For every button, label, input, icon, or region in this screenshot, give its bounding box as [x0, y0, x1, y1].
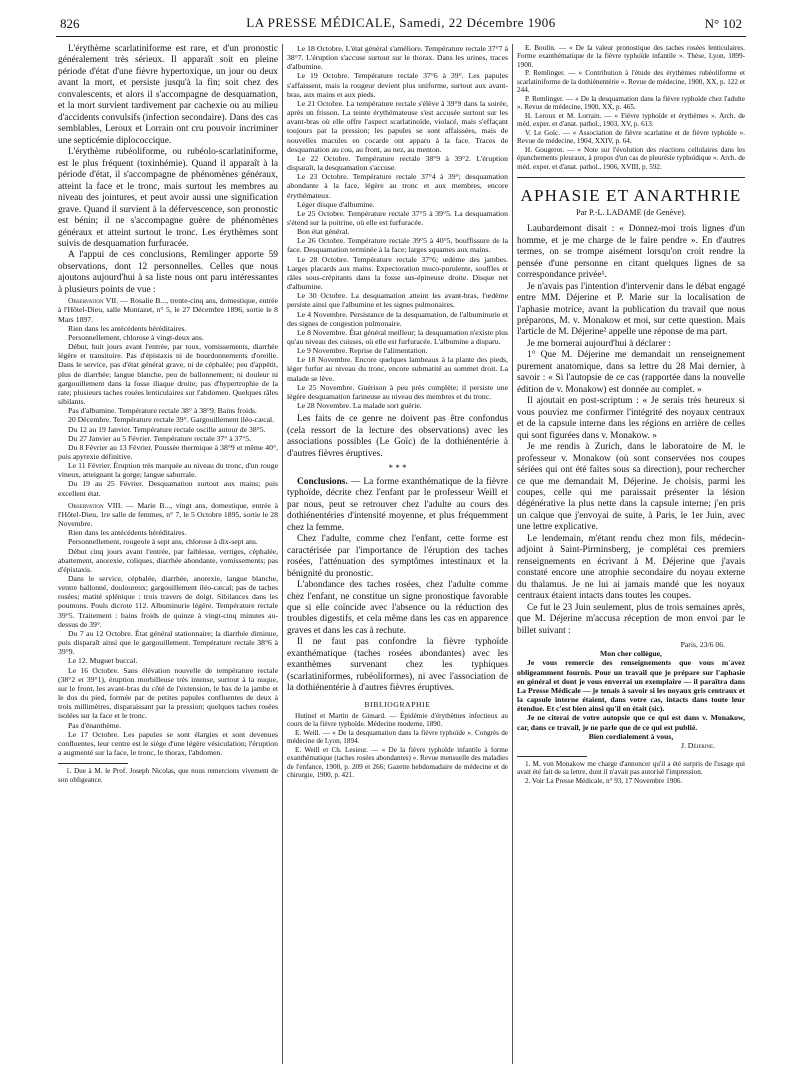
bibliography-entry: P. Remlinger. — « De la desquamation dans la fièvre typhoïde chez l'adulte ». Revue de médecine, 1900, XX, p. 465.	[517, 94, 745, 112]
bibliography-entry: Hutinel et Martin de Gimard. — Épidémie d'érythèmes infectieux au cours de la fièvre typhoïde. Médecine moderne, 1890.	[287, 711, 508, 729]
footnote: 2. Voir La Presse Médicale, n° 93, 17 Novembre 1906.	[525, 776, 683, 785]
observation-line: Le 16 Octobre. Sans élévation nouvelle de température rectale (38°2 et 39°1), éruption morbilleuse très intense, surtout à la nuque, sur le front, les avant-bras du côté de l'extension, le bas de la jambe et le dos du pied, formée par de petites papules confluentes de deux à trois millimètres, disparaissant par la pression; quelques taches rosées isolées sur la face et le tronc.	[58, 665, 278, 721]
column-2	[287, 44, 508, 780]
bibliography-heading: BIBLIOGRAPHIE	[364, 699, 431, 709]
observation-line: Personnellement, rougeole à sept ans, chlorose à dix-sept ans.	[68, 537, 258, 547]
conclusions-paragraph: Conclusions. — La forme exanthématique de la fièvre typhoïde, décrite chez l'enfant par le professeur Weill et par nous, peut se retrouver chez l'adulte au cours des dothiénentéries d'intensité moyenne, et plus fréquemment chez la femme.	[287, 476, 508, 533]
article-byline: Par P.-L. LADAME (de Genève).	[576, 208, 686, 218]
paragraph: Je n'avais pas l'intention d'intervenir dans le débat engagé entre MM. Déjerine et P. Marie sur la localisation de l'aphasie motrice, avant la publication du travail que nous préparons, M. v. Monakow et moi, sur cette question. Mais l'article de M. Déjerine² appelle une réponse de ma part.	[517, 281, 745, 338]
observation-line: Début, huit jours avant l'entrée, par toux, vomissements, diarrhée légère et transitoire. Pas d'épistaxis ni de bourdonnements d'oreille. Dans le service, pas d'état général grave, ni de céphalée; peu d'appétit, plus de diarrhée; langue blanche, peu de ballonnement; ni douleur ni gargouillement dans la fosse iliaque droite; pas d'hypertrophie de la rate; plusieurs taches rosées lenticulaires sur l'abdomen. Quelques râles sibilants.	[58, 342, 278, 407]
observation-line: Le 25 Octobre. Température rectale 37°5 à 39°5. La desquamation s'étend sur la poitrine, où elle est furfuracée.	[287, 208, 508, 227]
letter-date: Paris, 23/6 06.	[680, 640, 725, 650]
issue-number: N° 102	[704, 16, 742, 31]
journal-title: LA PRESSE MÉDICALE, Samedi, 22 Décembre 1906	[246, 15, 556, 30]
section-break-stars: * * *	[388, 463, 407, 474]
observation-line: Le 23 Octobre. Température rectale 37°4 à 39°; desquamation abondante à la face, légère au tronc et aux membres, encore érythémateux.	[287, 172, 508, 200]
footnote: 1. Due à M. le Prof. Joseph Nicolas, que nous remercions vivement de son obligeance.	[58, 767, 278, 784]
footnote-rule	[517, 756, 587, 757]
letter-paragraph: Je ne citerai de votre autopsie que ce qui est dans v. Monakow, car, dans ce travail, je ne parle que de ce qui est publié.	[517, 713, 745, 732]
observation-line: Léger disque d'albumine.	[297, 199, 375, 209]
observation-line: Début cinq jours avant l'entrée, par faiblesse, vertiges, céphalée, abattement, anorexie, coliques, diarrhée abondante, vomissements; pas d'épistaxis.	[58, 546, 278, 574]
observation-line: Le 9 Novembre. Reprise de l'alimentation.	[297, 346, 428, 356]
section-rule	[517, 177, 745, 178]
footnote-rule	[58, 763, 128, 764]
paragraph: Chez l'adulte, comme chez l'enfant, cette forme est caractérisée par l'importance de l'éruption des taches rosées, l'atténuation des symptômes intestinaux et la bénignité du pronostic.	[287, 534, 508, 579]
article-title: APHASIE ET ANARTHRIE	[520, 186, 742, 206]
observation-7-intro: Observation VII. — Rosalie B..., trente-cinq ans, domestique, entrée à l'Hôtel-Dieu, salle Montazet, n° 5, le 27 Décembre 1896, sortie le 8 Mars 1897.	[58, 296, 278, 324]
letter-closing: Bien cordialement à vous,	[588, 731, 674, 741]
bibliography-entry: E. Weill et Ch. Lesieur. — « De la fièvre typhoïde infantile à forme exanthématique (taches rosées abondantes) ». Revue mensuelle des maladies de l'enfance, 1900, p. 209 et 266; Gazette hebdomadaire de médecine et de chirurgie, 1900, p. 421.	[287, 745, 508, 780]
observation-line: Le 19 Octobre. Température rectale 37°6 à 39°. Les papules s'affaissent, mais la rougeur devient plus uniforme, surtout aux avant-bras, aux mains et aux pieds.	[287, 71, 508, 99]
letter-paragraph: Je vous remercie des renseignements que vous m'avez obligeamment fournis. Pour un travail que je prépare sur l'aphasie en général et dont je vous enverrai un exemplaire — il paraîtra dans La Presse Médicale — je tenais à savoir si les noyaux gris centraux et la capsule interne étaient, dans votre cas, intacts dans toute leur étendue. Et c'est bien ainsi qu'il en était (sic).	[517, 658, 745, 714]
observation-line: Le 28 Novembre. La malade sort guérie.	[297, 401, 422, 411]
observation-line: Le 30 Octobre. La desquamation atteint les avant-bras, l'œdème persiste ainsi que l'albumine et les signes pulmonaires.	[287, 291, 508, 310]
observation-line: Le 21 Octobre. La température rectale s'élève à 39°9 dans la soirée, après un frisson. La teinte érythémateuse s'est accusée surtout sur les avant-bras où elle offre l'aspect scarlatinoïde, violacé, mais s'effaçant toujours par la pression; les papules se sont affaissées, mais de nouvelles macules en cocarde ont apparu à la face. Traces de desquamation au cou, au front, au nez, au menton.	[287, 98, 508, 154]
observation-line: Le 17 Octobre. Les papules se sont élargies et sont devenues confluentes, leur centre est le siège d'une légère vésiculation; l'éruption a augmenté sur la face, le tronc, le thorax, l'abdomen.	[58, 729, 278, 757]
observation-line: Rien dans les antécédents héréditaires.	[68, 528, 187, 538]
observation-line: Pas d'énanthème.	[68, 720, 122, 730]
observation-title: Observation VII.	[68, 296, 119, 306]
paragraph: 1° Que M. Déjerine me demandait un renseignement purement anatomique, dans sa lettre du 28 Mai dernier, à savoir : « Si l'autopsie de ce cas (rapportée dans la nouvelle édition de v. Monakow) est donnée au complet. »	[517, 350, 745, 395]
observation-line: Le 22 Octobre. Température rectale 38°9 à 39°2. L'éruption disparaît, la desquamation s'accuse.	[287, 153, 508, 173]
paragraph: Il ne faut pas confondre la fièvre typhoïde exanthématique (taches rosées abondantes) avec les exanthèmes survenant chez les typhiques (scarlatiniformes, rubéoliformes), ni avec l'association de la dothiénentérie à d'autres fièvres éruptives.	[287, 637, 508, 694]
paragraph: Laubardemont disait : « Donnez-moi trois lignes d'un homme, et je me charge de le faire pendre ». En d'autres termes, on se trompe aisément lorsqu'on croit rendre la pensée d'une personne en citant quelques lignes de sa correspondance privée¹.	[517, 224, 745, 281]
observation-line: Le 11 Février. Éruption très marquée au niveau du tronc, d'un rouge vineux, atteignant la gorge; langue saburrale.	[58, 461, 278, 480]
column-3	[517, 44, 745, 785]
observation-line: Le 18 Octobre. L'état général s'améliore. Température rectale 37°7 à 38°7. L'éruption s'accuse surtout sur le thorax. Dans les urines, traces d'albumine.	[287, 44, 508, 72]
observation-line: Du 19 au 25 Février. Desquamation surtout aux mains; puis excellent état.	[58, 479, 278, 498]
observation-line: Le 18 Novembre. Encore quelques lambeaux à la plante des pieds, léger furfur au niveau du tronc, encore submatité au sommet droit. La malade se lève.	[287, 355, 508, 383]
observation-line: Le 8 Novembre. État général meilleur; la desquamation n'existe plus qu'au niveau des cuisses, où elle est furfuracée. L'albumine a disparu.	[287, 327, 508, 346]
observation-line: Du 12 au 19 Janvier. Température rectale oscille autour de 38°5.	[68, 424, 266, 434]
letter-salutation: Mon cher collègue,	[600, 649, 662, 659]
observation-line: Du 7 au 12 Octobre. État général stationnaire; la diarrhée diminue, puis disparaît ainsi que le gargouillement. Température rectale 38°6 à 39°9.	[58, 628, 278, 657]
observation-line: 20 Décembre. Température rectale 39°. Gargouillement iléo-cæcal.	[68, 415, 275, 425]
observation-title: Observation VIII.	[68, 500, 123, 510]
paragraph: Le lendemain, m'étant rendu chez mon fils, médecin-adjoint à Saint-Pirminsberg, je complétai ces premiers renseignements en écrivant à M. Déjerine que j'avais constaté encore une atrophie secondaire du noyau externe du thalamus. Je ne lui ai jamais mandé que les noyaux centraux étaient intacts dans toutes les coupes.	[517, 533, 745, 602]
paragraph: L'érythème rubéoliforme, ou rubéolo-scarlatiniforme, est le plus fréquent (toxinhémie). Quand il apparaît à la période d'état, il s'accompagne de phénomènes généraux, atteint la face et le tronc, mais surtout les membres au niveau des jointures, et peut avoir aussi une signification grave. Quand il survient à la défervescence, son pronostic est bénin; il ne s'accompagne guère de phénomènes généraux et atteint surtout le tronc. Les érythèmes sont suivis de desquamation furfuracée.	[58, 147, 278, 249]
paragraph: A l'appui de ces conclusions, Remlinger apporte 59 observations, dont 12 personnelles. Celles que nous ajoutons aujourd'hui à sa liste nous ont paru intéressantes à plusieurs points de vue :	[58, 250, 278, 295]
column-divider	[282, 44, 283, 1064]
observation-line: Dans le service, céphalée, diarrhée, anorexie, langue blanche, ventre ballonné, douloureux; gargouillement iléo-cæcal; pas de taches rosées; matité splénique : trois travers de doigt. Sibilances dans les poumons. Pouls dicrote 112. Albuminurie légère. Température rectale 39°5. Traitement : bains froids de quinze à vingt-cinq minutes au-dessus de 39°.	[58, 574, 278, 629]
paragraph: Je me rendis à Zurich, dans le laboratoire de M. le professeur v. Monakow (où sont conservées nos coupes sériées qui ont été faites sous sa direction), pour rechercher ce que me demandait M. Déjerine. Je choisis, parmi les coupes, celle qui me paraissait présenter la lésion dégénérative la plus nette dans la capsule interne; j'en pris un calque que j'envoyai de suite, à Paris, le 1er Juin, avec une lettre explicative.	[517, 442, 745, 533]
bibliography-entry: H. Leroux et M. Lorrain. — « Fièvre typhoïde et érythèmes ». Arch. de méd. exper. et d'anat. pathol., 1903, XV, p. 613.	[517, 111, 745, 129]
bibliography-entry: E. Weill. — « De la desquamation dans la fièvre typhoïde ». Congrès de médecine de Lyon, 1894.	[287, 728, 508, 746]
observation-line: Bon état général.	[297, 227, 350, 237]
observation-line: Le 25 Novembre. Guérison à peu près complète; il persiste une légère desquamation farineuse au niveau des membres et du tronc.	[287, 382, 508, 401]
observation-line: Le 4 Novembre. Persistance de la desquamation, de l'albuminurie et des signes de congestion pulmonaire.	[287, 309, 508, 328]
footnote: 1. M. von Monakow me charge d'annoncer qu'il a été surpris de l'usage qui avait été fait de sa lettre, dont il n'avait pas autorisé l'impression.	[517, 759, 745, 777]
conclusions-title: Conclusions.	[297, 476, 348, 487]
paragraph: Il ajoutait en post-scriptum : « Je serais très heureux si vous pouviez me confirmer l'intégrité des noyaux centraux et de la capsule interne dans les régions en arrière de celles qui sont figurées dans v. Monakow. »	[517, 396, 745, 441]
observation-line: Le 28 Octobre. Température rectale 37°6; œdème des jambes. Larges placards aux mains. Expectoration muco-purulente, souffles et râles sous-crépitants dans la fosse sus-épineuse droite. Disque net d'albumine.	[287, 254, 508, 292]
page-header	[56, 12, 746, 37]
paragraph: L'abondance des taches rosées, chez l'adulte comme chez l'enfant, ne constitue un signe pronostique favorable que si elle coïncide avec l'absence ou la réduction des troubles digestifs, et cela même dans les cas en apparence graves et dans les cas à rechute.	[287, 580, 508, 636]
observation-line: Le 12. Muguet buccal.	[68, 656, 138, 666]
bibliography-entry: P. Remlinger. — « Contribution à l'étude des érythèmes rubéoliforme et scarlatiniforme de la dothiénentérie ». Revue de médecine, 1900, XX, p. 122 et 244.	[517, 69, 745, 95]
observation-line: Le 26 Octobre. Température rectale 39°5 à 40°5, bouffissure de la face. Desquamation terminée à la face; larges squames aux mains.	[287, 236, 508, 255]
column-divider	[512, 44, 513, 1064]
observation-line: Personnellement, chlorose à vingt-deux ans.	[68, 332, 204, 342]
observation-8-intro: Observation VIII. — Marie B..., vingt ans, domestique, entrée à l'Hôtel-Dieu, 1re salle de femmes, n° 7, le 5 Octobre 1895, sortie le 28 Novembre.	[58, 500, 279, 529]
paragraph: Les faits de ce genre ne doivent pas être confondus (cela ressort de la lecture des observations) avec les associations possibles (Le Goïc) de la dothiénentérie à d'autres fièvres éruptives.	[287, 414, 508, 459]
bibliography-entry: H. Gougerot. — « Note sur l'évolution des réactions cellulaires dans les épanchements pleuraux, à propos d'un cas de pleurésie typhoïdique ». Arch. de méd. exper. et d'anat. pathol., 1906, XVIII, p. 592.	[517, 145, 745, 171]
observation-line: Pas d'albumine. Température rectale 38° à 38°9. Bains froids.	[68, 406, 257, 416]
bibliography-entry: V. Le Goïc. — « Association de fièvre scarlatine et de fièvre typhoïde ». Revue de médecine, 1904, XXIV, p. 64.	[517, 128, 745, 146]
paragraph: Ce fut le 23 Juin seulement, plus de trois semaines après, que M. Déjerine m'accusa réception de mon envoi par le billet suivant :	[517, 602, 745, 636]
paragraph: L'érythème scarlatiniforme est rare, et d'un pronostic généralement très sérieux. Il apparaît soit en pleine période d'état d'une fièvre hypertoxique, un jour ou deux avant la mort, et persiste jusqu'à la fin; soit chez des convalescents, et alors il s'accompagne de desquamation, et la mort survient tardivement par cachexie ou au milieu d'accidents convulsifs (infection secondaire). Dans des cas semblables, Leroux et Lorrain ont cru pouvoir incriminer une septicémie diplococcique.	[58, 44, 278, 146]
letter-signature: J. Déjerine.	[680, 740, 715, 750]
observation-line: Rien dans les antécédents héréditaires.	[68, 323, 187, 333]
paragraph: Je me bornerai aujourd'hui à déclarer :	[527, 338, 671, 349]
page-number: 826	[60, 16, 80, 31]
column-1	[58, 44, 278, 784]
observation-line: Du 8 Février au 13 Février. Poussée thermique à 38°9 et même 40°, puis apyrexie définitive.	[58, 442, 278, 461]
bibliography-entry: E. Boulin. — « De la valeur pronostique des taches rosées lenticulaires. Forme exanthématique de la fièvre typhoïde infantile ». Thèse, Lyon, 1899-1900.	[517, 44, 745, 69]
observation-line: Du 27 Janvier au 5 Février. Température rectale 37° à 37°5.	[68, 433, 252, 443]
